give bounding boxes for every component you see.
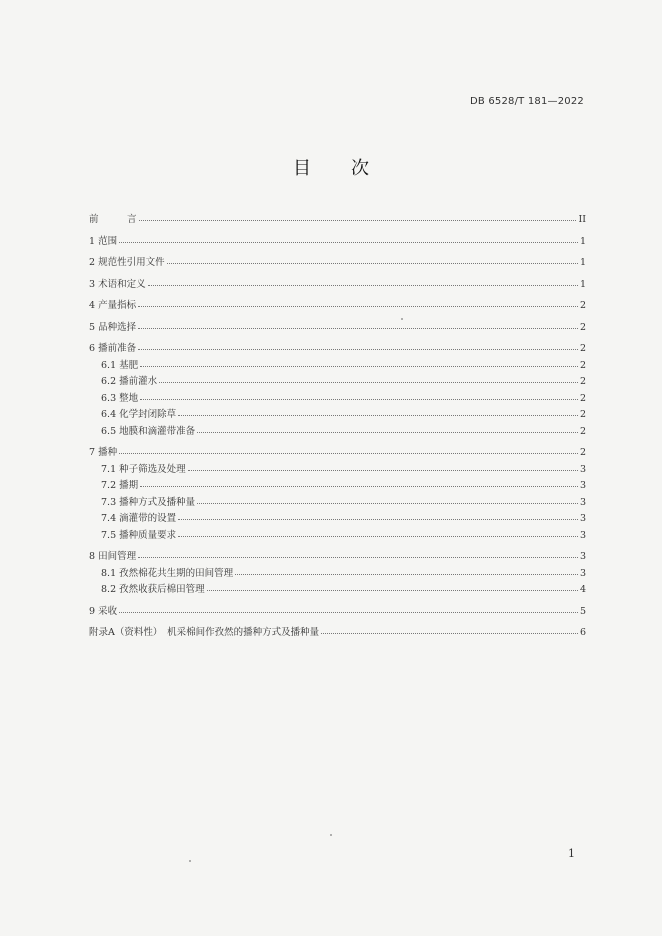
toc-entry-annex-a[interactable]: 附录A（资料性） 机采棉间作孜然的播种方式及播种量 6 <box>89 627 586 638</box>
toc-entry-6[interactable]: 6 播前准备 2 <box>89 343 586 354</box>
toc-entry-4[interactable]: 4 产量指标 2 <box>89 300 586 311</box>
toc-entry-8-1[interactable]: 8.1 孜然棉花共生期的田间管理 3 <box>101 567 586 579</box>
toc-entry-9[interactable]: 9 采收 5 <box>89 605 586 617</box>
toc-entry-foreword[interactable]: 前 言 II <box>89 214 586 225</box>
toc-entry-8-2[interactable]: 8.2 孜然收获后棉田管理 4 <box>101 584 586 595</box>
toc-heading <box>0 154 662 180</box>
page-number: 1 <box>568 847 575 860</box>
toc-entry-8[interactable]: 8 田间管理 3 <box>89 551 586 562</box>
toc-heading-char-1: 目 <box>293 158 311 179</box>
toc-entry-6-5[interactable]: 6.5 地膜和滴灌带准备 2 <box>101 425 586 437</box>
toc-entry-6-3[interactable]: 6.3 整地 2 <box>101 392 586 404</box>
toc-entry-5[interactable]: 5 品种选择 2 <box>89 321 586 333</box>
scan-speck <box>401 318 403 320</box>
toc-entry-7-1[interactable]: 7.1 种子筛选及处理 3 <box>101 463 586 475</box>
toc-entry-2[interactable]: 2 规范性引用文件 1 <box>89 257 586 268</box>
toc-entry-6-2[interactable]: 6.2 播前灌水 2 <box>101 376 586 387</box>
toc-entry-1[interactable]: 1 范围 1 <box>89 235 586 247</box>
toc-entry-7[interactable]: 7 播种 2 <box>89 447 586 458</box>
toc-entry-6-1[interactable]: 6.1 基肥 2 <box>101 359 586 371</box>
scan-speck <box>330 834 332 836</box>
standard-code: DB 6528/T 181—2022 <box>470 96 584 107</box>
toc-entry-6-4[interactable]: 6.4 化学封闭除草 2 <box>101 409 586 420</box>
table-of-contents <box>89 211 586 646</box>
toc-entry-3[interactable]: 3 术语和定义 1 <box>89 278 586 290</box>
toc-heading-char-2: 次 <box>351 158 369 179</box>
toc-entry-7-2[interactable]: 7.2 播期 3 <box>101 480 586 491</box>
toc-entry-7-5[interactable]: 7.5 播种质量要求 3 <box>101 529 586 541</box>
toc-entry-7-4[interactable]: 7.4 滴灌带的设置 3 <box>101 513 586 524</box>
toc-entry-7-3[interactable]: 7.3 播种方式及播种量 3 <box>101 496 586 508</box>
scan-speck <box>189 860 191 862</box>
